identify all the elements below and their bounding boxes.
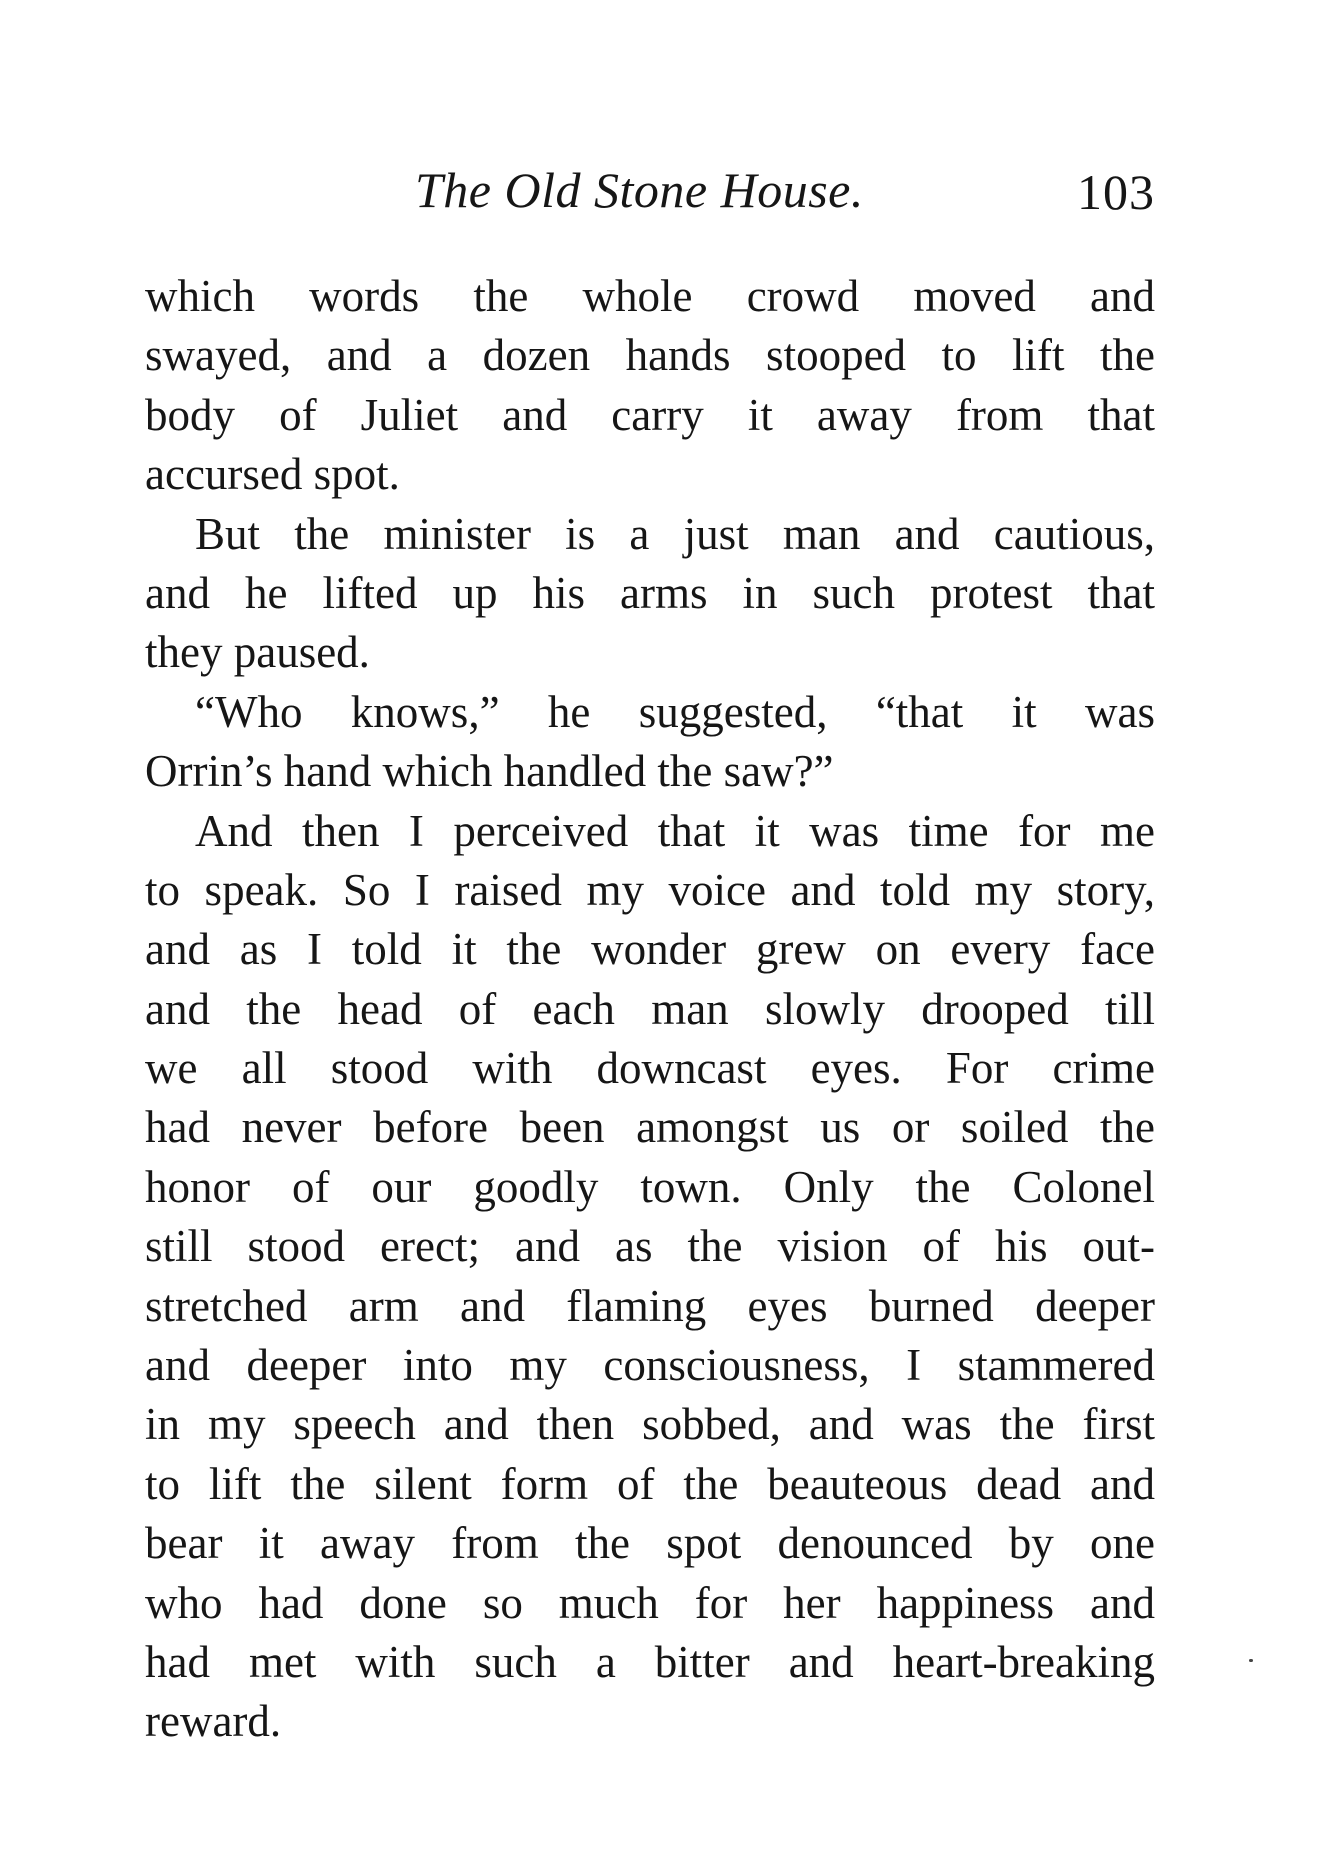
text-line: they paused. (145, 627, 370, 678)
text-line: to lift the silent form of the beauteous dead and (145, 1458, 1155, 1509)
body-text (145, 267, 1155, 1752)
ink-speck (1249, 1659, 1253, 1662)
text-line: bear it away from the spot denounced by one (145, 1518, 1155, 1569)
text-line: accursed spot. (145, 449, 400, 500)
text-line: swayed, and a dozen hands stooped to lift the (145, 330, 1155, 381)
text-line: we all stood with downcast eyes. For crime (145, 1043, 1155, 1094)
text-line: And then I perceived that it was time for me (195, 805, 1155, 856)
page-number: 103 (1077, 164, 1155, 220)
running-title: The Old Stone House. (415, 162, 864, 218)
text-line: “Who knows,” he suggested, “that it was (195, 686, 1155, 737)
text-line: in my speech and then sobbed, and was the first (145, 1399, 1155, 1450)
text-line: honor of our goodly town. Only the Colonel (145, 1161, 1155, 1212)
text-line: still stood erect; and as the vision of his out- (145, 1221, 1155, 1272)
text-line: which words the whole crowd moved and (145, 271, 1155, 321)
text-line: and he lifted up his arms in such protest that (145, 567, 1155, 618)
text-line: who had done so much for her happiness and (145, 1577, 1155, 1628)
text-line: and deeper into my consciousness, I stammered (145, 1340, 1155, 1391)
running-head (145, 160, 1155, 230)
text-line: Orrin’s hand which handled the saw?” (145, 746, 834, 797)
text-line: and as I told it the wonder grew on every face (145, 924, 1155, 975)
text-line: had met with such a bitter and heart-breaking (145, 1636, 1155, 1687)
text-line: reward. (145, 1696, 282, 1747)
text-line: body of Juliet and carry it away from that (145, 389, 1155, 440)
text-line: stretched arm and flaming eyes burned deeper (145, 1280, 1155, 1331)
text-line: But the minister is a just man and cautious, (195, 508, 1155, 559)
text-line: and the head of each man slowly drooped till (145, 983, 1155, 1034)
text-line: had never before been amongst us or soiled the (145, 1102, 1155, 1153)
text-line: to speak. So I raised my voice and told my story, (145, 864, 1155, 915)
